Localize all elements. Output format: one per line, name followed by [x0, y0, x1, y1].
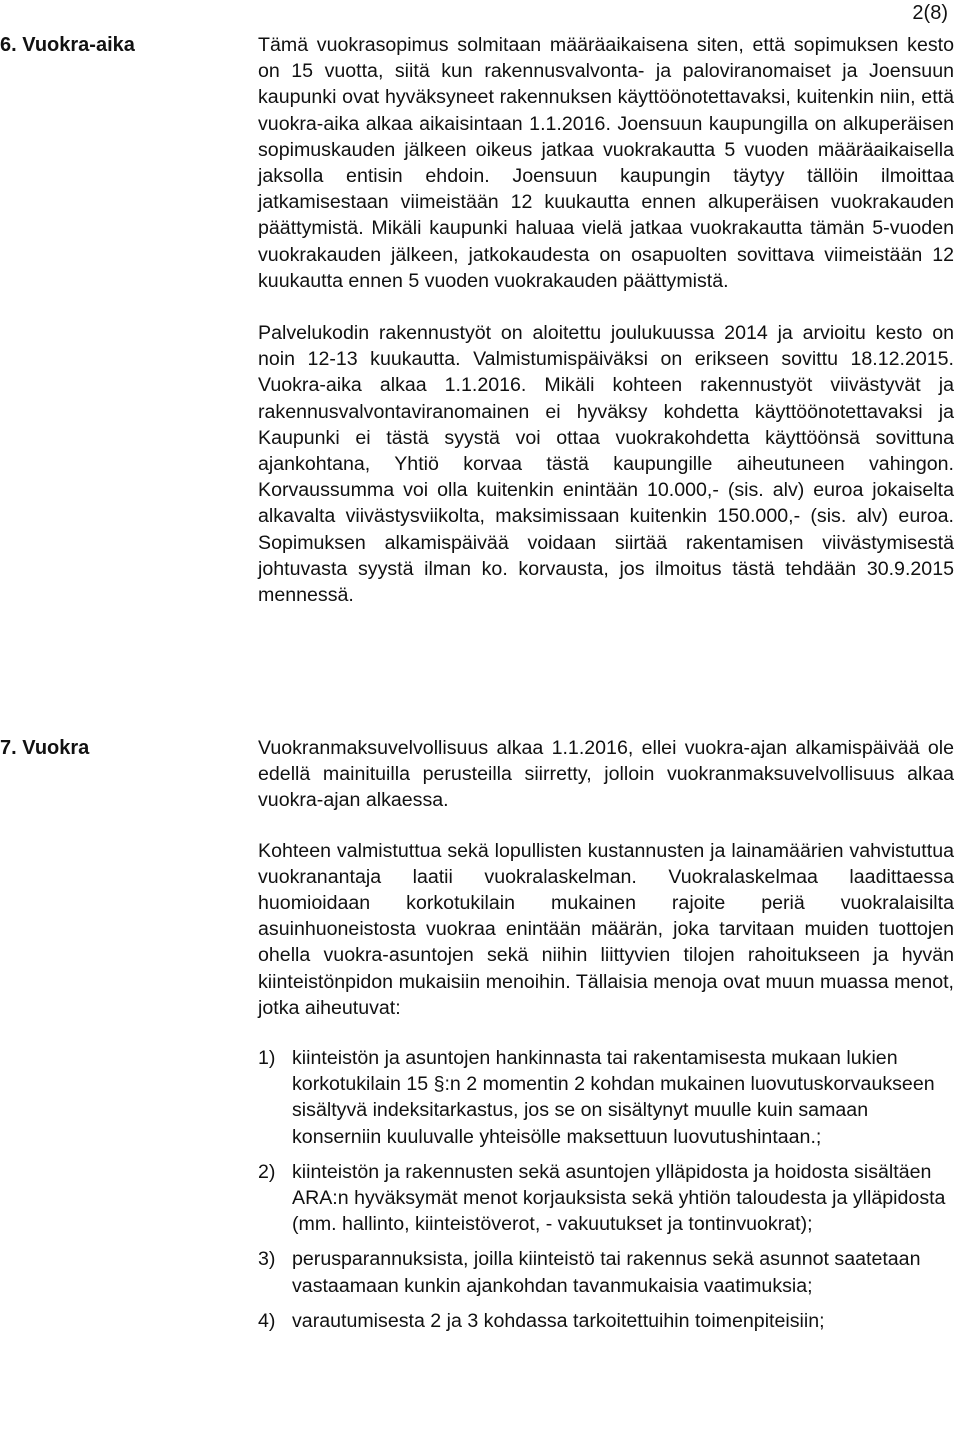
list-item-text: perusparannuksista, joilla kiinteistö tai rakennus sekä asunnot saatetaan vastaamaan kunkin ajankohdan tavanmukaisia vaatimuksia;	[292, 1248, 921, 1297]
paragraph: Kohteen valmistuttua sekä lopullisten kustannusten ja lainamäärien vahvistuttua vuokranantaja laatii vuokralaskelman. Vuokralaskelmaa laadittaessa huomioidaan korkotukilain mukainen rajoite periä vuokralaisilta asuinhuoneistosta vuokraa enintään määrän, joka tarvitaan muiden tuottojen ohella vuokra-asuntojen sekä niihin liittyvien tilojen rahoitukseen ja hyvän kiinteistönpidon mukaisiin menoihin. Tällaisia menoja ovat muun muassa menot, jotka aiheutuvat:	[258, 839, 954, 1019]
list-item-number: 1)	[258, 1047, 276, 1070]
list-item-text: varautumisesta 2 ja 3 kohdassa tarkoitettuihin toimenpiteisiin;	[292, 1309, 825, 1332]
list-item-number: 3)	[258, 1248, 276, 1271]
paragraph: Tämä vuokrasopimus solmitaan määräaikaisena siten, että sopimuksen kesto on 15 vuotta, siitä kun rakennusvalvonta- ja paloviranomaiset ja Joensuun kaupunki ovat hyväksyneet rakennuksen käyttöönotettavaksi, kuitenkin niin, että vuokra-aika alkaa aikaisintaan 1.1.2016. Joensuun kaupungilla on alkuperäisen sopimuskauden jälkeen oikeus jatkaa vuokrakautta 5 vuoden määräaikaisella jaksolla entisin ehdoin. Joensuun kaupungin täytyy tällöin ilmoittaa jatkamisestaan viimeistään 12 kuukautta ennen alkuperäisen vuokrakauden päättymistä. Mikäli kaupunki haluaa vielä jatkaa vuokrakautta tämän 5-vuoden vuokrakauden jälkeen, jatkokaudesta on osapuolten sovittava viimeistään 12 kuukautta ennen 5 vuoden vuokrakauden päättymistä.	[258, 34, 954, 292]
expense-list	[258, 1045, 954, 1334]
paragraph: Vuokranmaksuvelvollisuus alkaa 1.1.2016, ellei vuokra-ajan alkamispäivää ole edellä mainituilla perusteilla siirretty, jolloin vuokranmaksuvelvollisuus alkaa vuokra-ajan alkaessa.	[258, 737, 954, 812]
list-item-number: 2)	[258, 1160, 276, 1183]
list-item	[258, 1159, 954, 1238]
paragraph: Palvelukodin rakennustyöt on aloitettu joulukuussa 2014 ja arvioitu kesto on noin 12-13 kuukautta. Valmistumispäiväksi on erikseen sovittu 18.12.2015. Vuokra-aika alkaa 1.1.2016. Mikäli kohteen rakennustyöt viivästyvät ja rakennusvalvontaviranomainen ei hyväksy kohdetta käyttöönotettavaksi ja Kaupunki ei tästä syystä voi ottaa vuokrakohdetta käyttöönsä sovittuna ajankohtana, Yhtiö korvaa tästä kaupungille aiheutuneen vahingon. Korvaussumma voi olla kuitenkin enintään 10.000,- (sis. alv) euroa jokaiselta alkavalta viivästysviikolta, maksimissaan kuitenkin 150.000,- (sis. alv) euroa. Sopimuksen alkamispäivää voidaan siirtää rakentamisen viivästymisestä johtuvasta syystä ilman ko. korvausta, jos ilmoitus tästä tehdään 30.9.2015 mennessä.	[258, 322, 954, 607]
list-item-number: 4)	[258, 1309, 276, 1332]
list-item-text: kiinteistön ja rakennusten sekä asuntojen ylläpidosta ja hoidosta sisältäen ARA:n hyväksymät menot korjauksista sekä yhtiön taloudesta ja ylläpidosta (mm. hallinto, kiinteistöverot, - vakuutukset ja tontinvuokrat);	[292, 1160, 946, 1236]
list-item	[258, 1308, 954, 1334]
section-body	[258, 32, 954, 634]
section-heading: 6. Vuokra-aika	[0, 34, 135, 56]
section-heading: 7. Vuokra	[0, 737, 90, 759]
section-body	[258, 735, 954, 1343]
list-item	[258, 1045, 954, 1150]
page-number: 2(8)	[912, 2, 948, 24]
list-item	[258, 1246, 954, 1298]
list-item-text: kiinteistön ja asuntojen hankinnasta tai rakentamisesta mukaan lukien korkotukilain 15 §:n 2 momentin 2 kohdan mukainen luovutuskorvaukseen sisältyvä indeksitarkastus, jos se on sisältynyt muulle kuin samaan konserniin kuuluvalle yhteisölle maksettuun luovutushintaan.;	[292, 1047, 935, 1148]
